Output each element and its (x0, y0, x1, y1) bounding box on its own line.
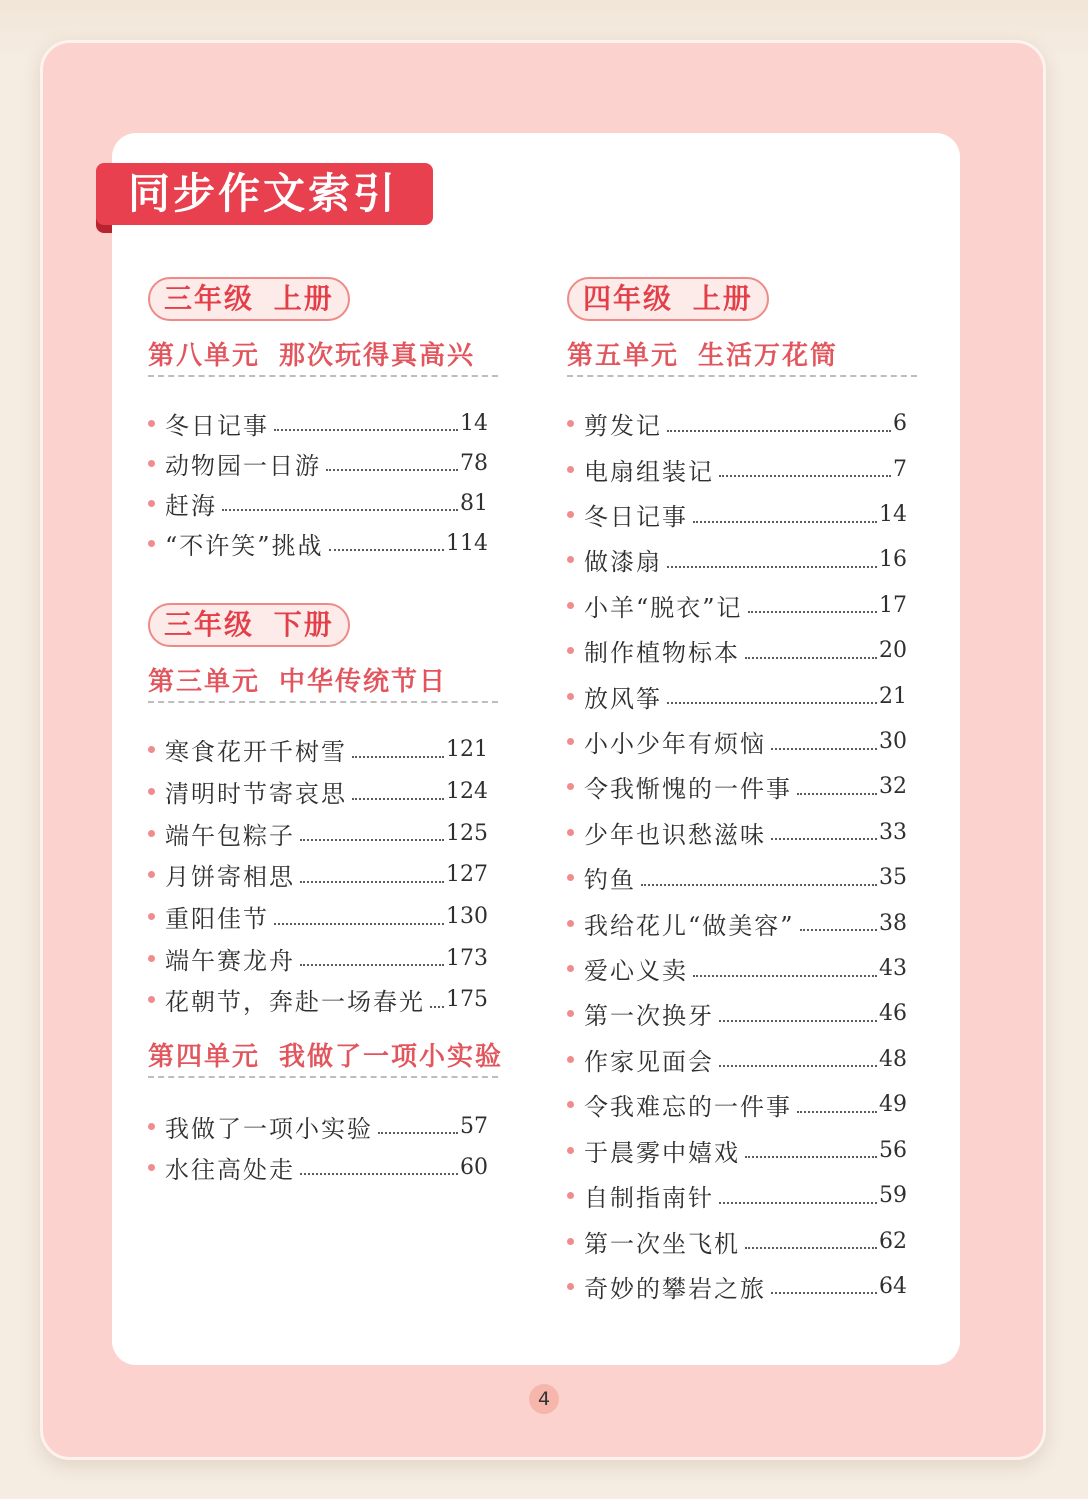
unit-block (148, 667, 498, 1021)
essay-item (567, 401, 917, 446)
essay-title: 于晨雾中嬉戏 (584, 1138, 740, 1167)
essay-item (148, 443, 498, 483)
bullet-dot (148, 871, 155, 878)
unit-block (148, 1041, 504, 1188)
grade-badge: 三年级 下册 (148, 603, 350, 647)
page-ref: 59 (879, 1183, 907, 1209)
page-ref: 38 (879, 910, 907, 936)
essay-item (567, 583, 917, 628)
unit-heading: 第八单元 那次玩得真高兴 (148, 341, 498, 377)
dot-leader (745, 1247, 877, 1249)
bullet-dot (567, 920, 574, 927)
essay-title: 月饼寄相思 (165, 863, 295, 892)
essay-title: 端午包粽子 (165, 821, 295, 850)
essay-title: 动物园一日游 (165, 451, 321, 480)
essay-item (148, 896, 498, 938)
bullet-dot (567, 511, 574, 518)
essay-title: 第一次换牙 (584, 1002, 714, 1031)
dot-leader (326, 469, 458, 471)
dot-leader (667, 702, 877, 704)
bullet-dot (567, 420, 574, 427)
essay-item (567, 764, 917, 809)
dot-leader (719, 1202, 877, 1204)
page-ref: 114 (446, 530, 488, 556)
essay-title: 电扇组装记 (584, 457, 714, 486)
page-ref: 124 (446, 779, 488, 805)
dot-leader (300, 881, 444, 883)
bullet-dot (148, 830, 155, 837)
essay-title: 令我惭愧的一件事 (584, 775, 792, 804)
dot-leader (771, 1292, 877, 1294)
bullet-dot (567, 1147, 574, 1154)
essay-item (567, 1264, 917, 1309)
essay-title: 我做了一项小实验 (165, 1114, 373, 1143)
bullet-dot (148, 460, 155, 467)
page-ref: 21 (879, 683, 907, 709)
dot-leader (719, 475, 891, 477)
essay-title: 冬日记事 (584, 503, 688, 532)
page-ref: 78 (460, 450, 488, 476)
bullet-dot (567, 1101, 574, 1108)
essay-item (148, 937, 498, 979)
essay-list (148, 1106, 498, 1188)
essay-item (567, 810, 917, 855)
essay-item (567, 991, 917, 1036)
dot-leader (222, 509, 458, 511)
essay-item (567, 1037, 917, 1082)
page-ref: 121 (446, 737, 488, 763)
bullet-dot (567, 556, 574, 563)
dot-leader (378, 1132, 458, 1134)
bullet-dot (148, 996, 155, 1003)
grade-section (148, 603, 504, 1188)
essay-list (148, 729, 498, 1021)
dot-leader (641, 884, 877, 886)
bullet-dot (567, 1192, 574, 1199)
page-ref: 56 (879, 1137, 907, 1163)
essay-title: 放风筝 (584, 684, 662, 713)
page-ref: 173 (446, 945, 488, 971)
right-column (567, 277, 917, 1309)
essay-title: 寒食花开千树雪 (165, 738, 347, 767)
essay-item (567, 492, 917, 537)
essay-item (148, 771, 498, 813)
bullet-dot (148, 955, 155, 962)
essay-item (567, 1173, 917, 1218)
page-ref: 127 (446, 862, 488, 888)
page-ref: 14 (460, 410, 488, 436)
bullet-dot (148, 788, 155, 795)
essay-item (148, 523, 498, 563)
essay-item (148, 483, 498, 523)
essay-title: 花朝节，奔赴一场春光 (165, 988, 425, 1017)
essay-title: 剪发记 (584, 412, 662, 441)
bullet-dot (148, 420, 155, 427)
bullet-dot (567, 647, 574, 654)
page-ref: 130 (446, 904, 488, 930)
essay-title: 爱心义卖 (584, 957, 688, 986)
essay-list (567, 401, 917, 1309)
essay-item (148, 854, 498, 896)
unit-block (148, 341, 498, 563)
page-ref: 43 (879, 956, 907, 982)
dot-leader (300, 964, 444, 966)
essay-item (567, 628, 917, 673)
essay-title: 作家见面会 (584, 1047, 714, 1076)
essay-title: 令我难忘的一件事 (584, 1093, 792, 1122)
unit-block (567, 341, 917, 1309)
essay-title: 重阳佳节 (165, 905, 269, 934)
bullet-dot (148, 1123, 155, 1130)
page-ref: 16 (879, 547, 907, 573)
page-ref: 14 (879, 502, 907, 528)
page-ref: 20 (879, 638, 907, 664)
dot-leader (693, 975, 877, 977)
essay-title: “不许笑”挑战 (165, 531, 324, 560)
dot-leader (797, 793, 877, 795)
essay-item (148, 729, 498, 771)
essay-title: 水往高处走 (165, 1155, 295, 1184)
dot-leader (300, 1173, 458, 1175)
essay-title: 冬日记事 (165, 411, 269, 440)
bullet-dot (567, 1056, 574, 1063)
page-ref: 35 (879, 865, 907, 891)
dot-leader (667, 430, 891, 432)
page-ref: 32 (879, 774, 907, 800)
bullet-dot (148, 500, 155, 507)
dot-leader (274, 429, 458, 431)
essay-title: 赶海 (165, 491, 217, 520)
dot-leader (693, 521, 877, 523)
essay-title: 清明时节寄哀思 (165, 780, 347, 809)
dot-leader (300, 839, 444, 841)
page-ref: 49 (879, 1092, 907, 1118)
essay-title: 小小少年有烦恼 (584, 730, 766, 759)
page-ref: 57 (460, 1113, 488, 1139)
grade-badge: 三年级 上册 (148, 277, 350, 321)
unit-heading: 第五单元 生活万花筒 (567, 341, 917, 377)
essay-item (148, 1106, 498, 1147)
dot-leader (329, 549, 444, 551)
dot-leader (719, 1020, 877, 1022)
bullet-dot (567, 829, 574, 836)
dot-leader (771, 838, 877, 840)
bullet-dot (148, 1164, 155, 1171)
bullet-dot (567, 1010, 574, 1017)
page-ref: 7 (893, 456, 907, 482)
bullet-dot (148, 913, 155, 920)
page-number: 4 (529, 1384, 559, 1414)
page-ref: 30 (879, 729, 907, 755)
page-ref: 125 (446, 820, 488, 846)
essay-title: 钓鱼 (584, 866, 636, 895)
essay-title: 端午赛龙舟 (165, 946, 295, 975)
page-ref: 17 (879, 592, 907, 618)
essay-title: 做漆扇 (584, 548, 662, 577)
page-ref: 48 (879, 1046, 907, 1072)
essay-item (567, 1218, 917, 1263)
bullet-dot (567, 693, 574, 700)
page-ref: 62 (879, 1228, 907, 1254)
essay-list (148, 403, 498, 563)
essay-item (567, 719, 917, 764)
page-ref: 6 (893, 411, 907, 437)
grade-badge: 四年级 上册 (567, 277, 769, 321)
essay-title: 少年也识愁滋味 (584, 820, 766, 849)
essay-title: 制作植物标本 (584, 639, 740, 668)
grade-section (148, 277, 498, 563)
dot-leader (745, 657, 877, 659)
essay-item (567, 673, 917, 718)
essay-title: 自制指南针 (584, 1184, 714, 1213)
page-ref: 46 (879, 1001, 907, 1027)
bullet-dot (567, 1238, 574, 1245)
dot-leader (352, 756, 444, 758)
page-ref: 33 (879, 819, 907, 845)
bullet-dot (148, 540, 155, 547)
essay-title: 我给花儿“做美容” (584, 911, 795, 940)
essay-title: 第一次坐飞机 (584, 1229, 740, 1258)
essay-item (567, 855, 917, 900)
essay-item (567, 537, 917, 582)
bullet-dot (567, 874, 574, 881)
grade-section (567, 277, 917, 1309)
essay-item (148, 812, 498, 854)
essay-item (148, 979, 498, 1021)
bullet-dot (148, 746, 155, 753)
essay-item (567, 900, 917, 945)
bullet-dot (567, 738, 574, 745)
essay-item (567, 446, 917, 491)
essay-title: 奇妙的攀岩之旅 (584, 1274, 766, 1303)
essay-item (567, 946, 917, 991)
unit-heading: 第四单元 我做了一项小实验 (148, 1042, 498, 1078)
dot-leader (797, 1111, 877, 1113)
bullet-dot (567, 965, 574, 972)
dot-leader (745, 1156, 877, 1158)
page-ref: 64 (879, 1273, 907, 1299)
essay-item (567, 1082, 917, 1127)
essay-item (148, 403, 498, 443)
essay-title: 小羊“脱衣”记 (584, 593, 743, 622)
page-ref: 81 (460, 490, 488, 516)
dot-leader (719, 1065, 877, 1067)
essay-item (148, 1147, 498, 1188)
dot-leader (352, 798, 444, 800)
dot-leader (771, 748, 877, 750)
bullet-dot (567, 466, 574, 473)
essay-item (567, 1128, 917, 1173)
bullet-dot (567, 1283, 574, 1290)
page-ref: 60 (460, 1154, 488, 1180)
dot-leader (800, 929, 877, 931)
bullet-dot (567, 602, 574, 609)
unit-heading: 第三单元 中华传统节日 (148, 667, 498, 703)
dot-leader (430, 1006, 444, 1008)
dot-leader (748, 611, 877, 613)
left-column (148, 277, 504, 1188)
dot-leader (667, 566, 877, 568)
page-title: 同步作文索引 (96, 163, 433, 225)
bullet-dot (567, 783, 574, 790)
dot-leader (274, 923, 444, 925)
page-ref: 175 (446, 987, 488, 1013)
